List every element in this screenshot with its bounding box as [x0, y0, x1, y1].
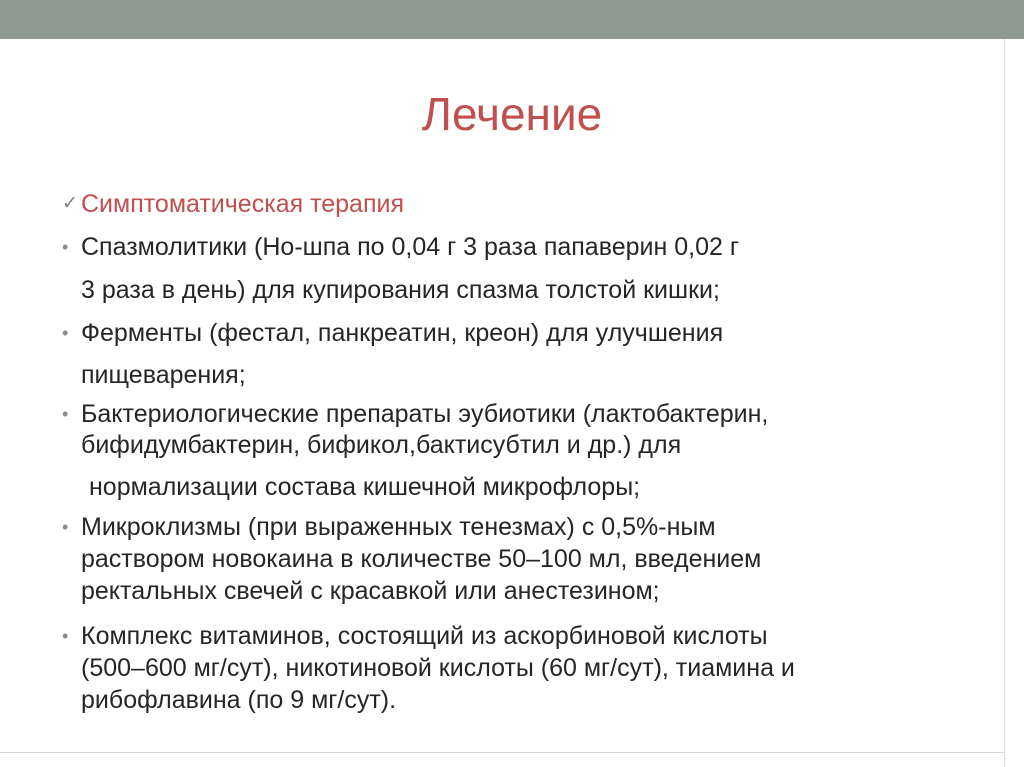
item-line: пищеварения;: [81, 361, 246, 389]
right-border-line: [1004, 39, 1005, 767]
bullet-icon: •: [62, 237, 69, 257]
item-line: Спазмолитики (Но-шпа по 0,04 г 3 раза папаверин 0,02 г: [81, 233, 739, 261]
top-bar: [0, 0, 1024, 39]
check-mark-icon: ✓: [62, 193, 78, 214]
item-line: Микроклизмы (при выраженных тенезмах) с 0,5%-ным: [81, 513, 716, 541]
item-line: бифидумбактерин, бификол,бактисубтил и др.) для: [81, 431, 682, 459]
item-line: рибофлавина (по 9 мг/сут).: [81, 686, 397, 714]
item-line: ректальных свечей с красавкой или анестезином;: [81, 577, 660, 605]
item-line: (500–600 мг/сут), никотиновой кислоты (60 мг/сут), тиамина и: [81, 654, 795, 682]
item-line: Комплекс витаминов, состоящий из аскорбиновой кислоты: [81, 622, 768, 650]
section-heading: Симптоматическая терапия: [81, 190, 404, 218]
slide-title: Лечение: [421, 88, 603, 140]
item-line: Ферменты (фестал, панкреатин, креон) для улучшения: [81, 319, 724, 347]
item-line: 3 раза в день) для купирования спазма толстой кишки;: [81, 276, 720, 304]
bullet-icon: •: [62, 517, 69, 537]
item-line: раствором новокаина в количестве 50–100 мл, введением: [81, 545, 762, 573]
bullet-icon: •: [62, 323, 69, 343]
bullet-icon: •: [62, 626, 69, 646]
bullet-icon: •: [62, 404, 69, 424]
item-line: нормализации состава кишечной микрофлоры;: [89, 473, 641, 501]
bottom-border-line: [0, 752, 1005, 753]
item-line: Бактериологические препараты эубиотики (лактобактерин,: [81, 400, 769, 428]
